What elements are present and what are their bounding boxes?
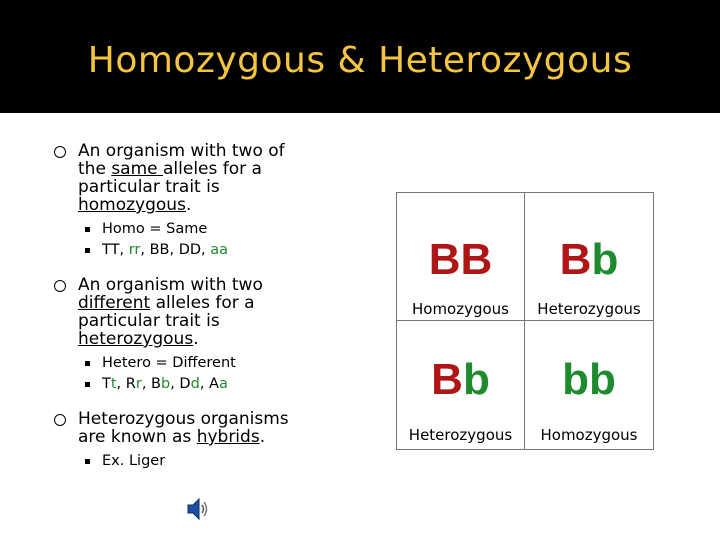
sub-bullet xyxy=(52,353,352,374)
underlined-text: same xyxy=(111,159,164,179)
bullet-line xyxy=(78,196,352,214)
text: are known as xyxy=(78,427,197,447)
allele: T xyxy=(102,376,111,392)
underlined-text: heterozygous xyxy=(78,329,194,349)
underlined-text: hybrids xyxy=(196,427,260,447)
bullet-line xyxy=(78,428,352,446)
genotype xyxy=(525,355,653,405)
genotype-text: TT xyxy=(102,242,120,258)
bullet-line: particular trait is xyxy=(78,311,220,331)
text: . xyxy=(185,195,192,215)
grid-cell-BB xyxy=(397,193,525,321)
genotype xyxy=(397,355,524,405)
allele: r xyxy=(135,376,142,392)
title-bar xyxy=(0,0,720,113)
square-bullet-icon xyxy=(85,459,90,464)
allele: B xyxy=(428,235,461,284)
allele: b xyxy=(589,355,616,404)
bullet-line: An organism with two of xyxy=(78,141,285,161)
genotype-label: Heterozygous xyxy=(537,300,641,318)
bullet-line xyxy=(78,294,352,312)
allele: D xyxy=(179,376,191,392)
sub-bullet-text: Homo = Same xyxy=(102,221,208,237)
bullet-line xyxy=(78,160,352,178)
separator: , xyxy=(201,242,211,258)
sub-bullet xyxy=(52,219,352,240)
allele: A xyxy=(209,376,219,392)
separator: , xyxy=(199,376,210,392)
underlined-text: different xyxy=(78,293,151,313)
separator: , xyxy=(119,242,129,258)
bullet-list xyxy=(52,142,352,472)
bullet-ring-icon xyxy=(54,280,66,292)
separator: , xyxy=(169,242,179,258)
genotype-text: aa xyxy=(210,242,229,258)
text: the xyxy=(78,159,112,179)
separator: , xyxy=(116,376,126,392)
bullet-ring-icon xyxy=(54,146,66,158)
genotype-label: Heterozygous xyxy=(408,426,513,444)
allele: B xyxy=(151,376,161,392)
bullet-ring-icon xyxy=(54,414,66,426)
grid-cell-Bb-top xyxy=(525,193,653,321)
allele: a xyxy=(218,376,228,392)
text: . xyxy=(193,329,199,349)
text: alleles for a xyxy=(150,293,255,313)
genotype-label: Homozygous xyxy=(540,426,638,444)
sub-bullet xyxy=(52,374,352,395)
square-bullet-icon xyxy=(85,382,90,387)
text: . xyxy=(259,427,266,447)
bullet-homozygous xyxy=(52,142,352,214)
allele: d xyxy=(190,376,200,392)
allele: b xyxy=(591,235,619,284)
slide-title: Homozygous & Heterozygous xyxy=(87,40,633,81)
underlined-text: homozygous xyxy=(78,195,186,215)
sub-bullet-text: Ex. Liger xyxy=(102,453,166,469)
bullet-heterozygous xyxy=(52,276,352,348)
genotype-label: Homozygous xyxy=(411,300,510,318)
allele: R xyxy=(125,376,136,392)
allele: b xyxy=(462,355,490,404)
genotype-text: rr xyxy=(128,242,141,258)
text: alleles for a xyxy=(163,159,262,179)
genotype-text: DD xyxy=(178,242,202,258)
bullet-line xyxy=(78,330,352,348)
genotype-text: BB xyxy=(149,242,170,258)
genotype xyxy=(525,235,653,285)
grid-cell-Bb-bottom xyxy=(397,321,525,449)
sub-bullet xyxy=(52,451,352,472)
separator: , xyxy=(140,242,150,258)
sub-bullet-text: Hetero = Different xyxy=(102,355,236,371)
bullet-line: Heterozygous organisms xyxy=(78,409,289,429)
allele: B xyxy=(460,235,493,284)
separator: , xyxy=(170,376,180,392)
genotype xyxy=(397,235,524,285)
bullet-hybrids xyxy=(52,410,352,446)
bullet-line: An organism with two xyxy=(78,275,263,295)
bullet-line: particular trait is xyxy=(78,177,220,197)
grid-cell-bb xyxy=(525,321,653,449)
square-bullet-icon xyxy=(85,248,90,253)
allele: b xyxy=(160,376,171,392)
square-bullet-icon xyxy=(85,361,90,366)
square-bullet-icon xyxy=(85,227,90,232)
sub-bullet xyxy=(52,240,352,261)
allele: b xyxy=(562,355,589,404)
allele: B xyxy=(431,355,463,404)
separator: , xyxy=(141,376,152,392)
allele: B xyxy=(559,235,592,284)
allele: t xyxy=(110,376,117,392)
speaker-icon[interactable] xyxy=(186,496,210,522)
genotype-grid xyxy=(396,192,654,450)
